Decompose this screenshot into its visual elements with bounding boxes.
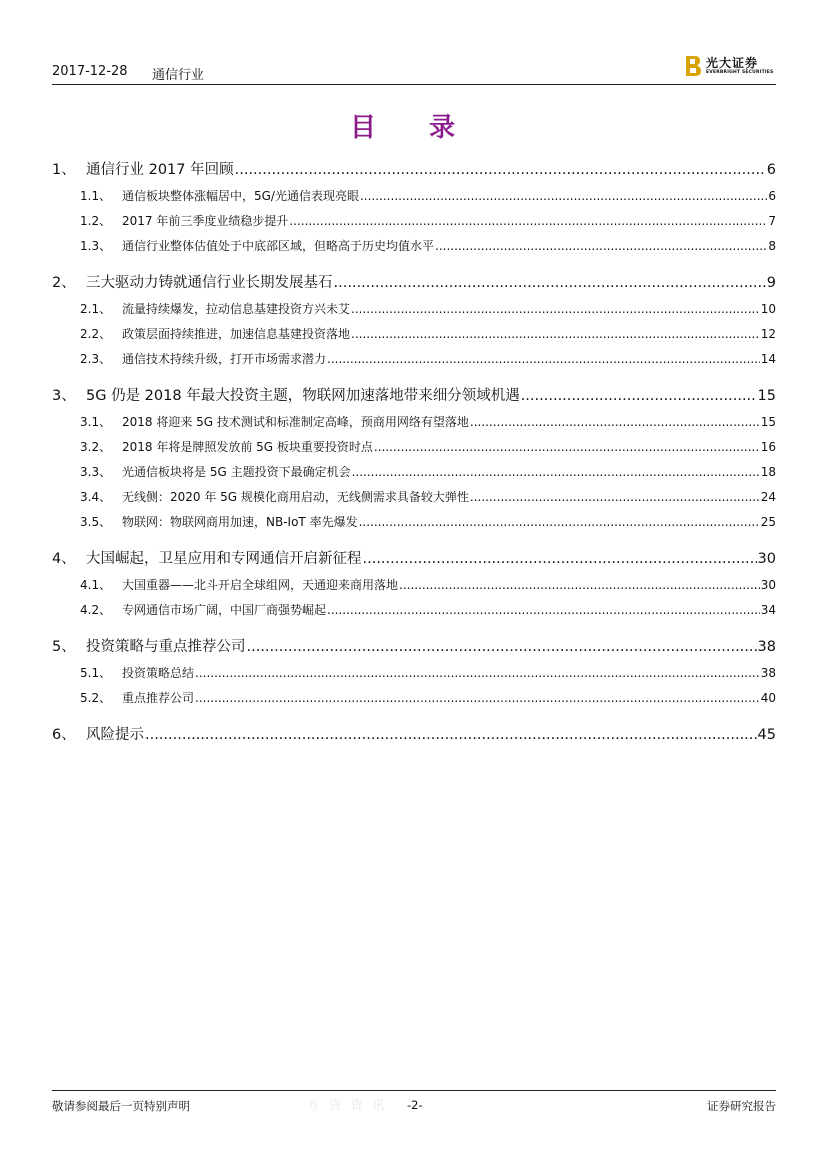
toc-entry[interactable]	[52, 547, 776, 568]
entry-title: 重点推荐公司	[122, 691, 195, 705]
dot-leader	[352, 465, 760, 479]
toc-entry[interactable]	[52, 723, 776, 744]
entry-number: 4.1、	[80, 578, 112, 592]
toc-entry[interactable]	[52, 212, 776, 229]
watermark: 方 资 资 讯	[307, 1098, 388, 1112]
entry-title: 2017 年前三季度业绩稳步提升	[122, 214, 289, 228]
entry-title: 政策层面持续推进，加速信息基建投资落地	[122, 327, 351, 341]
entry-number: 2、	[52, 275, 76, 291]
entry-number: 3.2、	[80, 440, 112, 454]
entry-title: 通信技术持续升级，打开市场需求潜力	[122, 352, 327, 366]
logo-mark-icon	[684, 55, 702, 77]
report-type: 证券研究报告	[707, 1099, 776, 1113]
toc-entry[interactable]	[52, 300, 776, 317]
entry-title: 大国重器——北斗开启全球组网，天通迎来商用落地	[122, 578, 399, 592]
entry-page: 7	[768, 214, 776, 228]
toc-entry[interactable]	[52, 513, 776, 530]
entry-number: 4、	[52, 551, 76, 567]
dot-leader	[195, 691, 760, 705]
entry-number: 2.3、	[80, 352, 112, 366]
entry-number: 3、	[52, 388, 76, 404]
entry-page: 6	[766, 162, 776, 178]
entry-page: 15	[757, 388, 776, 404]
toc-entry[interactable]	[52, 601, 776, 618]
toc-entry[interactable]	[52, 635, 776, 656]
entry-page: 45	[757, 727, 776, 743]
entry-number: 1.2、	[80, 214, 112, 228]
dot-leader	[334, 275, 766, 291]
dot-leader	[351, 327, 760, 341]
entry-number: 3.3、	[80, 465, 112, 479]
entry-number: 5.2、	[80, 691, 112, 705]
entry-page: 9	[766, 275, 776, 291]
entry-number: 4.2、	[80, 603, 112, 617]
dot-leader	[359, 515, 760, 529]
dot-leader	[435, 239, 767, 253]
entry-page: 30	[760, 578, 776, 592]
company-logo	[684, 54, 776, 80]
entry-page: 14	[760, 352, 776, 366]
entry-page: 30	[757, 551, 776, 567]
entry-page: 25	[760, 515, 776, 529]
dot-leader	[327, 603, 760, 617]
toc-entry[interactable]	[52, 576, 776, 593]
entry-title: 无线侧：2020 年 5G 规模化商用启动，无线侧需求具备较大弹性	[122, 490, 469, 504]
dot-leader	[360, 189, 767, 203]
toc-entry[interactable]	[52, 664, 776, 681]
toc-entry[interactable]	[52, 187, 776, 204]
toc-entry[interactable]	[52, 463, 776, 480]
toc-entry[interactable]	[52, 271, 776, 292]
dot-leader	[145, 727, 757, 743]
dot-leader	[247, 639, 757, 655]
dot-leader	[374, 440, 760, 454]
toc-entry[interactable]	[52, 413, 776, 430]
entry-page: 12	[760, 327, 776, 341]
entry-title: 三大驱动力铸就通信行业长期发展基石	[86, 275, 333, 291]
dot-leader	[363, 551, 757, 567]
entry-title: 通信行业整体估值处于中底部区域，但略高于历史均值水平	[122, 239, 435, 253]
entry-number: 3.5、	[80, 515, 112, 529]
entry-number: 5、	[52, 639, 76, 655]
entry-title: 投资策略总结	[122, 666, 195, 680]
toc-entry[interactable]	[52, 237, 776, 254]
entry-number: 3.1、	[80, 415, 112, 429]
entry-title: 专网通信市场广阔，中国厂商强势崛起	[122, 603, 327, 617]
dot-leader	[289, 214, 767, 228]
entry-title: 5G 仍是 2018 年最大投资主题，物联网加速落地带来细分领域机遇	[86, 388, 520, 404]
entry-page: 24	[760, 490, 776, 504]
report-date: 2017-12-28	[52, 64, 128, 79]
entry-title: 投资策略与重点推荐公司	[86, 639, 246, 655]
logo-english-name: EVERBRIGHT SECURITIES	[706, 70, 774, 75]
entry-page: 34	[760, 603, 776, 617]
dot-leader	[470, 490, 760, 504]
toc-entry[interactable]	[52, 350, 776, 367]
industry-label: 通信行业	[152, 68, 205, 83]
entry-number: 2.1、	[80, 302, 112, 316]
toc-entry[interactable]	[52, 325, 776, 342]
toc-entry[interactable]	[52, 158, 776, 179]
dot-leader	[327, 352, 760, 366]
entry-title: 2018 将迎来 5G 技术测试和标准制定高峰，预商用网络有望落地	[122, 415, 469, 429]
toc-entry[interactable]	[52, 438, 776, 455]
dot-leader	[195, 666, 760, 680]
entry-number: 3.4、	[80, 490, 112, 504]
entry-page: 18	[760, 465, 776, 479]
dot-leader	[521, 388, 757, 404]
page-footer	[52, 1090, 776, 1117]
entry-number: 2.2、	[80, 327, 112, 341]
entry-page: 10	[760, 302, 776, 316]
entry-title: 物联网：物联网商用加速，NB-IoT 率先爆发	[122, 515, 358, 529]
entry-title: 2018 年将是牌照发放前 5G 板块重要投资时点	[122, 440, 373, 454]
disclaimer-note: 敬请参阅最后一页特别声明	[52, 1099, 190, 1113]
logo-name: 光大证券	[706, 56, 759, 70]
entry-page: 15	[760, 415, 776, 429]
dot-leader	[235, 162, 766, 178]
entry-title: 大国崛起，卫星应用和专网通信开启新征程	[86, 551, 362, 567]
entry-number: 1.1、	[80, 189, 112, 203]
entry-number: 5.1、	[80, 666, 112, 680]
entry-title: 风险提示	[86, 727, 144, 743]
page-number: -2-	[407, 1098, 423, 1112]
page-header	[52, 58, 776, 85]
dot-leader	[351, 302, 760, 316]
toc-entry[interactable]	[52, 384, 776, 405]
entry-number: 1.3、	[80, 239, 112, 253]
toc-title: 目 录	[349, 113, 478, 143]
entry-page: 6	[768, 189, 776, 203]
toc-entry[interactable]	[52, 488, 776, 505]
entry-page: 38	[757, 639, 776, 655]
entry-number: 1、	[52, 162, 76, 178]
entry-number: 6、	[52, 727, 76, 743]
entry-title: 流量持续爆发，拉动信息基建投资方兴未艾	[122, 302, 351, 316]
entry-page: 38	[760, 666, 776, 680]
entry-title: 通信板块整体涨幅居中，5G/光通信表现亮眼	[122, 189, 359, 203]
entry-title: 光通信板块将是 5G 主题投资下最确定机会	[122, 465, 351, 479]
toc-entry[interactable]	[52, 689, 776, 706]
dot-leader	[470, 415, 760, 429]
entry-page: 8	[768, 239, 776, 253]
entry-page: 40	[760, 691, 776, 705]
entry-title: 通信行业 2017 年回顾	[86, 162, 234, 178]
dot-leader	[399, 578, 760, 592]
entry-page: 16	[760, 440, 776, 454]
